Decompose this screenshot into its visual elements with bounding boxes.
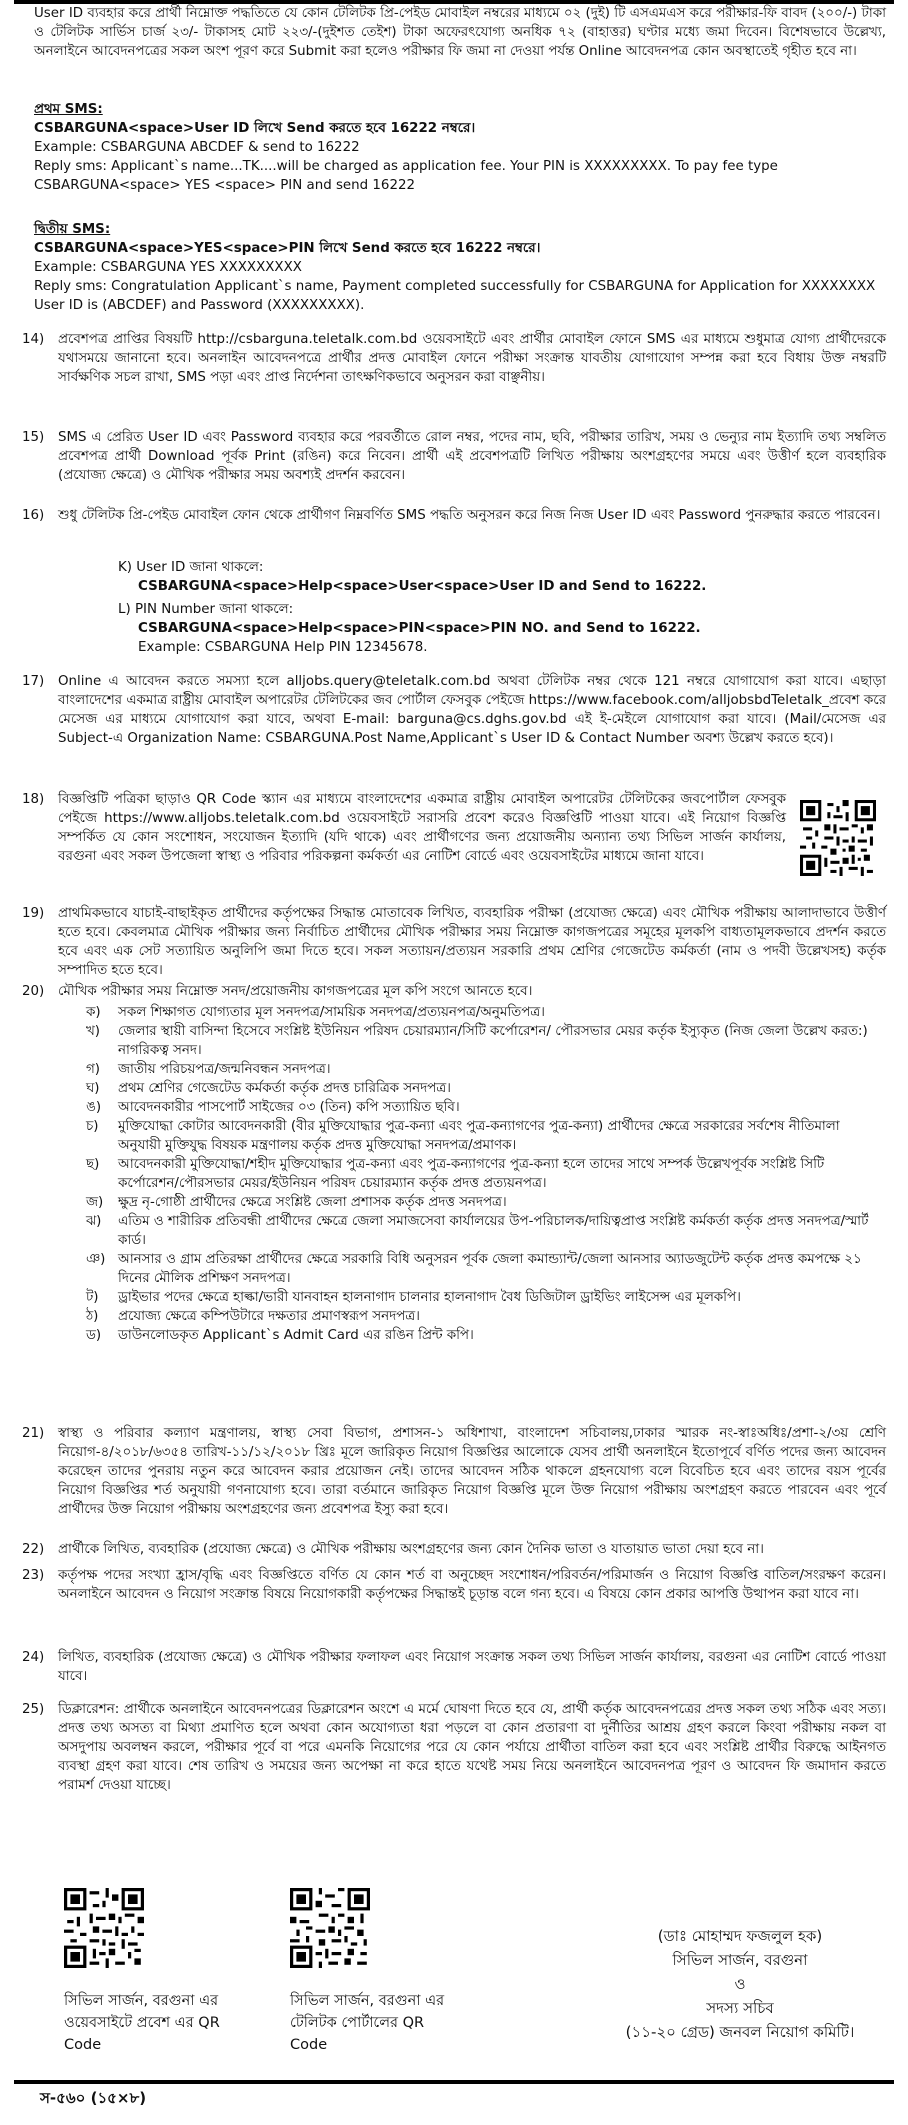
teletalk-qr-code-icon	[290, 1888, 370, 1968]
item-number: 14)	[22, 332, 45, 347]
teletalk-qr-caption: সিভিল সার্জন, বরগুনা এর টেলিটক পোর্টালের QR Code	[290, 1993, 445, 2053]
document-item: খ) জেলার স্থায়ী বাসিন্দা হিসেবে সংশ্লিষ্ট ইউনিয়ন পরিষদ চেয়ারম্যান/সিটি কর্পোরেশন/ পৌরসভার মেয়র কর্তৃক ইস্যুকৃত (নিজ জেলা উল্লেখ করত:) নাগরিকত্ব সনদ।	[86, 1024, 868, 1058]
k-command: CSBARGUNA<space>Help<space>User<space>User ID and Send to 16222.	[138, 579, 707, 594]
signatory-title: সিভিল সার্জন, বরগুনা	[672, 1951, 808, 1969]
item-14	[22, 330, 886, 387]
k-label: K) User ID জানা থাকলে:	[118, 560, 264, 575]
item-text: SMS এ প্রেরিত User ID এবং Password ব্যবহার করে পরবর্তীতে রোল নম্বর, পদের নাম, ছবি, পরীক্ষার তারিখ, সময় ও ভেন্যুর নাম ইত্যাদি তথ্য সম্বলিত প্রবেশপত্র প্রার্থী Download পূর্বক Print (রঙিন) করে নিবেন। প্রার্থী এই প্রবেশপত্রটি লিখিত পরীক্ষায় অংশগ্রহণের সময়ে এবং উত্তীর্ণ হলে ব্যবহারিক (প্রযোজ্য ক্ষেত্রে) ও মৌখিক পরীক্ষার সময় অবশ্যই প্রদর্শন করবেন।	[58, 430, 886, 483]
item-text: প্রবেশপত্র প্রাপ্তির বিষয়টি http://csbarguna.teletalk.com.bd ওয়েবসাইটে এবং প্রার্থীর মোবাইল ফোনে SMS এর মাধ্যমে শুধুমাত্র যোগ্য প্রার্থীদেরকে যথাসময়ে জানানো হবে। অনলাইন আবেদনপত্রে প্রার্থীর প্রদত্ত মোবাইল ফোনে পরীক্ষা সংক্রান্ত যাবতীয় যোগাযোগ সম্পন্ন করা হবে বিধায় উক্ত নম্বরটি সার্বক্ষণিক সচল রাখা, SMS পড়া এবং প্রাপ্ত নির্দেশনা তাৎক্ষণিকভাবে অনুসরন করা বাঞ্ছনীয়।	[58, 332, 886, 385]
item-18	[22, 790, 886, 866]
item-number: 22)	[22, 1542, 45, 1557]
committee-name: (১১-২০ গ্রেড) জনবল নিয়োগ কমিটি।	[625, 2023, 855, 2041]
document-item: ঙ) আবেদনকারীর পাসপোর্ট সাইজের ০৩ (তিন) কপি সত্যায়িত ছবি।	[86, 1100, 460, 1115]
signatory-role: সদস্য সচিব	[706, 1999, 774, 2017]
website-qr-code-icon	[64, 1888, 144, 1968]
item-number: 25)	[22, 1702, 45, 1717]
intro-paragraph	[22, 4, 886, 61]
website-qr-caption: সিভিল সার্জন, বরগুনা এর ওয়েবসাইটে প্রবেশ এর QR Code	[64, 1993, 220, 2053]
item-20	[22, 982, 886, 1345]
document-item: জ) ক্ষুদ্র নৃ-গোষ্ঠী প্রার্থীদের ক্ষেত্রে সংশ্লিষ্ট জেলা প্রশাসক কর্তৃক প্রদত্ত সনদপত্র।	[86, 1195, 507, 1210]
item-text: প্রাথমিকভাবে যাচাই-বাছাইকৃত প্রার্থীদের কর্তৃপক্ষের সিদ্ধান্ত মোতাবেক লিখিত, ব্যবহারিক পরীক্ষা (প্রযোজ্য ক্ষেত্রে) এবং মৌখিক পরীক্ষায় আলাদাভাবে উত্তীর্ণ হতে হবে। কেবলমাত্র মৌখিক পরীক্ষার জন্য নির্বাচিত প্রার্থীদের মৌখিক পরীক্ষার সময় নিম্নোক্ত কাগজপত্রের সমূহের মূলকপি বাধ্যতামূলকভাবে প্রদর্শন করতে হবে এবং এক সেট সত্যায়িত অনুলিপি জমা দিতে হবে। সকল সত্যায়ন/প্রত্যয়ন সরকারি প্রথম শ্রেণির গেজেটেড কর্মকর্তা (নাম ও পদবী উল্লেখসহ) কর্তৃক সম্পাদিত হতে হবে।	[58, 906, 886, 978]
l-example: Example: CSBARGUNA Help PIN 12345678.	[138, 640, 428, 655]
document-item: চ) মুক্তিযোদ্ধা কোটার আবেদনকারী (বীর মুক্তিযোদ্ধার পুত্র-কন্যা এবং পুত্র-কন্যাগণের পুত্র-কন্যা) প্রার্থীদের ক্ষেত্রে সরকারের সর্বশেষ নীতিমালা অনুযায়ী মুক্তিযুদ্ধ বিষয়ক মন্ত্রণালয় কর্তৃক প্রদত্ত মুক্তিযোদ্ধা সনদপত্র/প্রমাণক।	[86, 1119, 840, 1153]
item-21	[22, 1424, 886, 1519]
sms2-line1: CSBARGUNA<space>YES<space>PIN লিখে Send করতে হবে 16222 নম্বরে।	[34, 241, 541, 256]
signature-block: (ডাঃ মোহাম্মদ ফজলুল হক) সিভিল সার্জন, বরগুনা ও সদস্য সচিব (১১-২০ গ্রেড) জনবল নিয়োগ কমিটি।	[590, 1924, 890, 2044]
item-text: লিখিত, ব্যবহারিক (প্রযোজ্য ক্ষেত্রে) ও মৌখিক পরীক্ষার ফলাফল এবং নিয়োগ সংক্রান্ত সকল তথ্য সিভিল সার্জন কার্যালয়, বরগুনা এর নোটিশ বোর্ডে পাওয়া যাবে।	[58, 1650, 886, 1684]
item-number: 24)	[22, 1650, 45, 1665]
document-item: ঘ) প্রথম শ্রেণির গেজেটেড কর্মকর্তা কর্তৃক প্রদত্ত চারিত্রিক সনদপত্র।	[86, 1081, 451, 1096]
item-number: 19)	[22, 906, 45, 921]
sms1-heading: প্রথম SMS:	[34, 102, 103, 117]
document-item: গ) জাতীয় পরিচয়পত্র/জন্মনিবন্ধন সনদপত্র।	[86, 1062, 331, 1077]
item-text: ডিক্লারেশন: প্রার্থীকে অনলাইনে আবেদনপত্রের ডিক্লারেশন অংশে এ মর্মে ঘোষণা দিতে হবে যে, প্রার্থী কর্তৃক আবেদনপত্রের প্রদত্ত সকল তথ্য সঠিক এবং সত্য। প্রদত্ত তথ্য অসত্য বা মিথ্যা প্রমাণিত হলে অথবা কোন অযোগ্যতা ধরা পড়লে বা কোন প্রতারণা বা দুর্নীতির আশ্রয় গ্রহণ করলে কিংবা পরীক্ষায় নকল বা অসদুপায় অবলম্বন করলে, পরীক্ষার পূর্বে বা পরে এমনকি নিয়োগের পরে যে কোন পর্যায়ে প্রার্থীতা বাতিল করা হবে এবং সংশ্লিষ্ট প্রার্থীর বিরুদ্ধে আইনগত ব্যবস্থা গ্রহণ করা যাবে। শেষ তারিখ ও সময়ের জন্য অপেক্ষা না করে হাতে যথেষ্ট সময় নিয়ে অনলাইনে আবেদনপত্র পূরণ ও আবেদন ফি জমাদান করতে পরামর্শ দেওয়া যাচ্ছে।	[58, 1702, 886, 1793]
documents-list	[86, 1003, 886, 1345]
item-16	[22, 506, 886, 525]
document-item: ঞ) আনসার ও গ্রাম প্রতিরক্ষা প্রার্থীদের ক্ষেত্রে সরকারি বিধি অনুসরন পূর্বক জেলা কমান্ড্যান্ট/জেলা আনসার অ্যাডজুটেন্ট কর্তৃক প্রদত্ত কমপক্ষে ২১ দিনের মৌলিক প্রশিক্ষণ সনদপত্র।	[86, 1252, 862, 1286]
sms2-block	[22, 220, 886, 315]
sms2-heading: দ্বিতীয় SMS:	[34, 222, 111, 237]
item-22	[22, 1540, 886, 1559]
recovery-block	[22, 558, 886, 657]
document-item: ঠ) প্রযোজ্য ক্ষেত্রে কম্পিউটারে দক্ষতার প্রমাণস্বরূপ সনদপত্র।	[86, 1309, 420, 1324]
document-item: ক) সকল শিক্ষাগত যোগ্যতার মূল সনদপত্র/সাময়িক সনদপত্র/প্রত্যয়নপত্র/অনুমতিপত্র।	[86, 1005, 545, 1020]
item-text: শুধু টেলিটক প্রি-পেইড মোবাইল ফোন থেকে প্রার্থীগণ নিম্নবর্ণিত SMS পদ্ধতি অনুসরন করে নিজ নিজ User ID এবং Password পুনরুদ্ধার করতে পারবেন।	[58, 508, 881, 523]
document-item: ট) ড্রাইভার পদের ক্ষেত্রে হাল্কা/ভারী যানবাহন হালনাগাদ চালনার হালনাগাদ বৈধ ডিজিটাল ড্রাইভিং লাইসেন্স এর মূলকপি।	[86, 1290, 741, 1305]
sms1-line1: CSBARGUNA<space>User ID লিখে Send করতে হবে 16222 নম্বরে।	[34, 121, 476, 136]
item-25	[22, 1700, 886, 1795]
item-17	[22, 672, 886, 748]
qr-code-graphic	[800, 800, 876, 876]
item-number: 18)	[22, 792, 45, 807]
bottom-divider	[14, 2080, 894, 2084]
document-item: ঝ) এতিম ও শারীরিক প্রতিবন্ধী প্রার্থীদের ক্ষেত্রে জেলা সমাজসেবা কার্যালয়ের উপ-পরিচালক/দায়িত্বপ্রাপ্ত সংশ্লিষ্ট কর্মকর্তা কর্তৃক প্রদত্ত সনদপত্র/স্মার্ট কার্ড।	[86, 1214, 869, 1248]
document-item: ছ) আবেদনকারী মুক্তিযোদ্ধা/শহীদ মুক্তিযোদ্ধার পুত্র-কন্যা এবং পুত্র-কন্যাগণের পুত্র-কন্যা হলে তাদের সাথে সম্পর্ক উল্লেখপূর্বক সংশ্লিষ্ট সিটি কর্পোরেশন/পৌরসভার মেয়র/ইউনিয়ন পরিষদ চেয়ারম্যান কর্তৃক প্রদত্ত প্রত্যয়নপত্র।	[86, 1157, 825, 1191]
sms2-reply: Reply sms: Congratulation Applicant`s name, Payment completed successfully for CSBARGUNA for Application for XXXXXXXX User ID is (ABCDEF) and Password (XXXXXXXXX).	[34, 279, 876, 313]
item-23	[22, 1566, 886, 1604]
item-number: 23)	[22, 1568, 45, 1583]
l-label: L) PIN Number জানা থাকলে:	[118, 602, 294, 617]
item-number: 16)	[22, 508, 45, 523]
item-number: 20)	[22, 984, 45, 999]
item-text: মৌখিক পরীক্ষার সময় নিম্নোক্ত সনদ/প্রয়োজনীয় কাগজপত্রের মূল কপি সংগে আনতে হবে।	[58, 984, 533, 999]
item-15	[22, 428, 886, 485]
item-number: 21)	[22, 1426, 45, 1441]
document-item: ড) ডাউনলোডকৃত Applicant`s Admit Card এর রঙিন প্রিন্ট কপি।	[86, 1328, 474, 1343]
item-text: প্রার্থীকে লিখিত, ব্যবহারিক (প্রযোজ্য ক্ষেত্রে) ও মৌখিক পরীক্ষায় অংশগ্রহণের জন্য কোন দৈনিক ভাতা ও যাতায়াত ভাতা দেয়া হবে না।	[58, 1542, 764, 1557]
signatory-name: (ডাঃ মোহাম্মদ ফজলুল হক)	[657, 1927, 823, 1945]
item-text: স্বাস্থ্য ও পরিবার কল্যাণ মন্ত্রণালয়, স্বাস্থ্য সেবা বিভাগ, প্রশাসন-১ অধিশাখা, বাংলাদেশ সচিবালয়,ঢাকার স্মারক নং-স্বাঃঅধিঃ/প্রশা-২/৩য় শ্রেণি নিয়োগ-৪/২০১৮/৬৩৫৪ তারিখ-১১/১২/২০১৮ খ্রিঃ মূলে জারিকৃত নিয়োগ বিজ্ঞপ্তির আলোকে যেসব প্রার্থী অনলাইনে ইতোপূর্বে বর্ণিত পদের জন্য আবেদন করেছেন তাদের পুনরায় নতুন করে আবেদন করার প্রয়োজন নেই। তাদের আবেদন সঠিক থাকলে গ্রহনযোগ্য বলে বিবেচিত হবে এবং তাদের বয়স পূর্বের নিয়োগ বিজ্ঞপ্তির শর্ত অনুযায়ী গণনাযোগ্য হবে। তারা বর্তমানে জারিকৃত নিয়োগ বিজ্ঞপ্তি মূলে উক্ত নিয়োগ পরীক্ষায় অংশগ্রহণ করতে পারবেন এবং পূর্বে প্রার্থীদের উক্ত নিয়োগ পরীক্ষায় অংশগ্রহণের জন্য প্রবেশপত্র ইস্যু করা হবে।	[58, 1426, 886, 1517]
item-text: বিজ্ঞপ্তিটি পত্রিকা ছাড়াও QR Code স্ক্যান এর মাধ্যমে বাংলাদেশের একমাত্র রাষ্ট্রীয় মোবাইল অপারেটর টেলিটকের জবপোর্টাল ফেসবুক পেইজে https://www.alljobs.teletalk.com.bd ওয়েবসাইটে সরাসরি প্রবেশ করেও বিজ্ঞপ্তিটি পাওয়া যাবে। এই নিয়োগ বিজ্ঞপ্তি সম্পর্কিত যে কোন সংশোধন, সংযোজন ইত্যাদি (যদি থাকে) এবং প্রার্থীগণের জন্য প্রয়োজনীয় অন্যান্য তথ্য সিভিল সার্জন কার্যালয়, বরগুনা এবং সকল উপজেলা স্বাস্থ্য ও পরিবার পরিকল্পনা কর্মকর্তা এর নোটিশ বোর্ডে এবং ওয়েবসাইটের মাধ্যমে জানা যাবে।	[58, 792, 786, 864]
sms1-example: Example: CSBARGUNA ABCDEF & send to 16222	[34, 140, 360, 155]
sms2-example: Example: CSBARGUNA YES XXXXXXXXX	[34, 260, 302, 275]
item-number: 15)	[22, 430, 45, 445]
sms1-reply: Reply sms: Applicant`s name...TK....will be charged as application fee. Your PIN is XXXXXXXXX. To pay fee type CSBARGUNA<space> YES <space> PIN and send 16222	[34, 159, 778, 193]
item-text: Online এ আবেদন করতে সমস্যা হলে alljobs.query@teletalk.com.bd অথবা টেলিটক নম্বর থেকে 121 নম্বরে যোগাযোগ করা যাবে। এছাড়া বাংলাদেশের একমাত্র রাষ্ট্রীয় মোবাইল অপারেটর টেলিটকের জব পোর্টাল ফেসবুক পেইজে https://www.facebook.com/alljobsbdTeletalk_প্রবেশ করে মেসেজ এর মাধ্যমে যোগাযোগ করা যাবে, অথবা E-mail: barguna@cs.dghs.gov.bd এই ই-মেইলে যোগাযোগ করা যাবে। (Mail/মেসেজ এর Subject-এ Organization Name: CSBARGUNA.Post Name,Applicant`s User ID & Contact Number অবশ্য উল্লেখ করতে হবে)।	[58, 674, 886, 746]
item-19	[22, 904, 886, 980]
item-text: কর্তৃপক্ষ পদের সংখ্যা হ্রাস/বৃদ্ধি এবং বিজ্ঞপ্তিতে বর্ণিত যে কোন শর্ত বা অনুচ্ছেদ সংশোধন/পরিবর্তন/পরিমার্জন ও নিয়োগ বিজ্ঞপ্তি বাতিল/সংরক্ষণ করেন। অনলাইনে আবেদন ও নিয়োগ সংক্রান্ত বিষয়ে নিয়োগকারী কর্তৃপক্ষের সিদ্ধান্তই চূড়ান্ত বলে গন্য হবে। এ বিষয়ে কোন প্রকার আপত্তি উত্থাপন করা যাবে না।	[58, 1568, 886, 1602]
intro-text: User ID ব্যবহার করে প্রার্থী নিম্নোক্ত পদ্ধতিতে যে কোন টেলিটক প্রি-পেইড মোবাইল নম্বরের মাধ্যমে ০২ (দুই) টি এসএমএস করে পরীক্ষার-ফি বাবদ (২০০/-) টাকা ও টেলিটক সার্ভিস চার্জ ২৩/- টাকাসহ মোট ২২৩/-(দুইশত তেইশ) টাকা অফেরৎযোগ্য অনধিক ৭২ (বাহাত্তর) ঘণ্টার মধ্যে জমা দিবেন। বিশেষভাবে উল্লেখ্য, অনলাইনে আবেদনপত্রের সকল অংশ পূরণ করে Submit করা হলেও পরীক্ষার ফি জমা না দেওয়া পর্যন্ত Online আবেদনপত্র কোন অবস্থাতেই গৃহীত হবে না।	[34, 6, 886, 59]
notice-code: স-৫৬০ (১৫×৮)	[40, 2089, 147, 2107]
sms1-block	[22, 100, 886, 195]
qr-code-icon	[800, 800, 876, 876]
item-24	[22, 1648, 886, 1686]
item-number: 17)	[22, 674, 45, 689]
l-command: CSBARGUNA<space>Help<space>PIN<space>PIN NO. and Send to 16222.	[138, 621, 701, 636]
